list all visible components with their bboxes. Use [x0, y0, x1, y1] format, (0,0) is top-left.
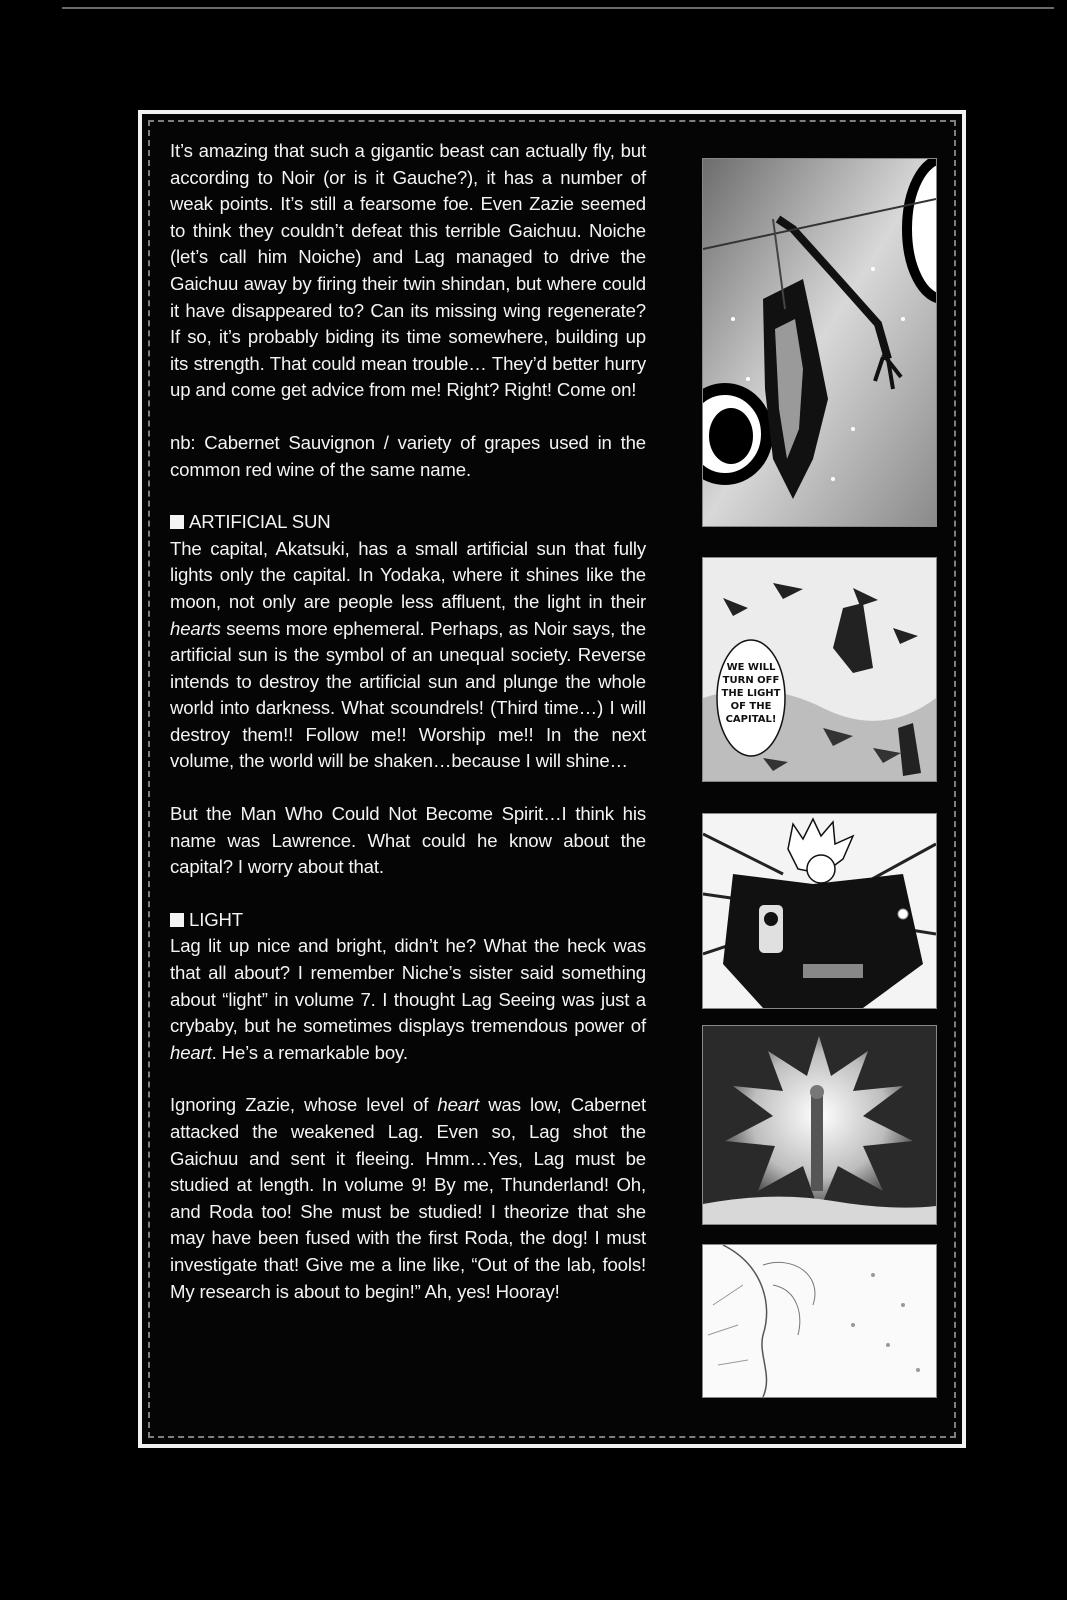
manga-panel-light-burst: [702, 1025, 937, 1225]
heading-light: [170, 907, 646, 934]
manga-panel-gaichuu: [702, 158, 937, 527]
gaichuu-illustration: [703, 159, 936, 526]
paragraph-artificial-sun: [170, 536, 646, 775]
speech-bubble-text: [722, 662, 781, 725]
paragraph-light: [170, 933, 646, 1066]
commentary-text: [170, 138, 646, 1331]
manga-panel-lag-gun: [702, 813, 937, 1009]
landscape-illustration: [703, 558, 936, 781]
bubble-line: OF THE: [730, 701, 772, 712]
manga-panel-capital-threat: [702, 557, 937, 782]
heading-artificial-sun: [170, 509, 646, 536]
text-span: seems more ephemeral. Perhaps, as Noir says, the artificial sun is the symbol of an unequal society. Reverse intends to destroy the artificial sun and plunge the whole world into darkness. What scoundrels! (Third time…) I will destroy them!! Follow me!! Worship me!! In the next volume, the world will be shaken…because I will shine…: [170, 617, 646, 772]
paragraph-lawrence: But the Man Who Could Not Become Spirit…I think his name was Lawrence. What could he know about the capital? I worry about that.: [170, 803, 646, 878]
top-rule: [62, 7, 1054, 9]
text-span: was low, Cabernet attacked the weakened Lag. Even so, Lag shot the Gaichuu and sent it fleeing. Hmm…Yes, Lag must be studied at length. In volume 9! By me, Thunderland! Oh, and Roda too! She must be studied! I theorize that she may have been fused with the first Roda, the dog! I must investigate that! Give me a line like, “Out of the lab, fools! My research is about to begin!” Ah, yes! Hooray!: [170, 1094, 646, 1302]
light-burst-illustration: [703, 1026, 936, 1224]
text-span: . He’s a remarkable boy.: [211, 1041, 408, 1063]
text-span: The capital, Akatsuki, has a small artificial sun that fully lights only the capital. In Yodaka, where it shines like the moon, not only are people less affluent, the light in their: [170, 537, 646, 612]
heading-label: ARTIFICIAL SUN: [189, 511, 331, 533]
text-span: Ignoring Zazie, whose level of: [170, 1094, 438, 1116]
bubble-line: CAPITAL!: [725, 714, 777, 725]
square-bullet-icon: [170, 515, 184, 529]
lag-illustration: [703, 814, 936, 1008]
text-span: Lag lit up nice and bright, didn’t he? What the heck was that all about? I remember Niche’s sister said something about “light” in volume 7. I thought Lag Seeing was just a crybaby, but he sometimes displays tremendous power of: [170, 935, 646, 1037]
profile-illustration: [703, 1245, 936, 1397]
emphasis-text: hearts: [170, 617, 221, 639]
paragraph-zazie: [170, 1092, 646, 1305]
bubble-line: WE WILL: [726, 662, 776, 673]
paragraph-nb: nb: Cabernet Sauvignon / variety of grapes used in the common red wine of the same name.: [170, 431, 646, 480]
emphasis-text: heart: [170, 1041, 212, 1063]
heading-label: LIGHT: [189, 908, 244, 930]
bubble-line: TURN OFF: [722, 675, 780, 686]
bubble-line: THE LIGHT: [721, 688, 781, 699]
emphasis-text: heart: [437, 1094, 480, 1116]
manga-panel-profile: [702, 1244, 937, 1398]
paragraph-intro: It’s amazing that such a gigantic beast can actually fly, but according to Noir (or is it Gauche?), it has a number of weak points. It’s still a fearsome foe. Even Zazie seemed to think they couldn’t defeat this terrible Gaichuu. Noiche (let’s call him Noiche) and Lag managed to drive the Gaichuu away by firing their twin shindan, but where could it have disappeared to? Can its missing wing regenerate? If so, it’s probably biding its time somewhere, building up its strength. That could mean trouble… They’d better hurry up and come get advice from me! Right? Right! Come on!: [170, 140, 646, 401]
square-bullet-icon: [170, 913, 184, 927]
